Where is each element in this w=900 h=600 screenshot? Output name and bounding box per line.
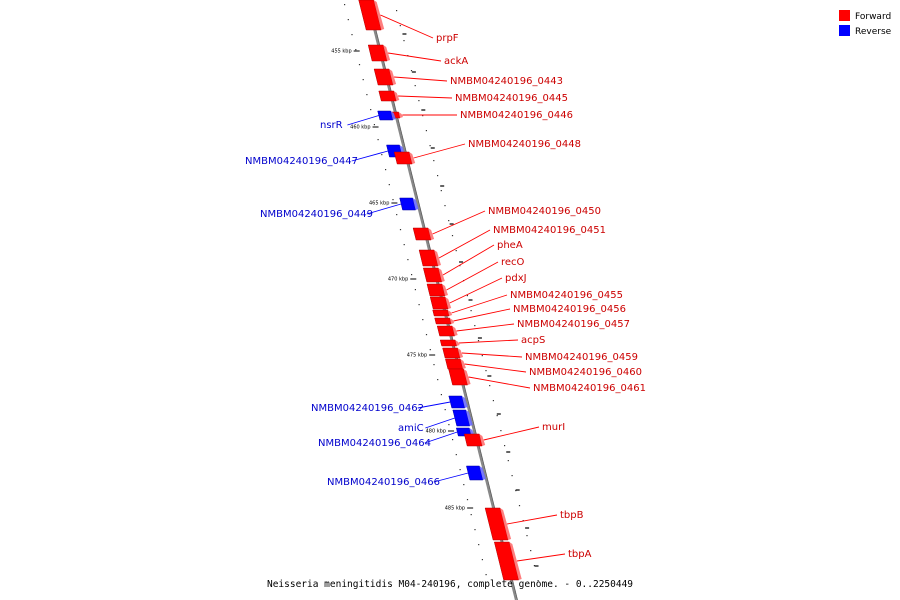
- gene-feature-forward: [430, 297, 448, 309]
- gene-label: NMBM04240196_0445: [455, 93, 568, 104]
- legend-reverse-label: Reverse: [855, 27, 892, 37]
- label-leader-line: [439, 230, 490, 258]
- gene-label: NMBM04240196_0449: [260, 209, 373, 220]
- gene-label: NMBM04240196_0455: [510, 290, 623, 301]
- gene-label: NMBM04240196_0443: [450, 76, 563, 87]
- map-caption: Neisseria meningitidis M04-240196, complete genome. - 0..2250449: [266, 579, 634, 590]
- gene-label: ackA: [444, 56, 469, 67]
- gene-feature-forward: [443, 348, 461, 358]
- gene-label: tbpB: [560, 510, 584, 521]
- label-leader-line: [447, 262, 499, 290]
- gene-label: NMBM04240196_0464: [318, 438, 431, 449]
- gene-feature-forward: [435, 318, 452, 324]
- gene-label: NMBM04240196_0456: [513, 304, 626, 315]
- legend-forward-swatch: [839, 10, 850, 21]
- gene-label: NMBM04240196_0460: [529, 367, 642, 378]
- gene-feature-forward: [427, 284, 445, 296]
- gene-label: NMBM04240196_0448: [468, 139, 581, 150]
- gene-label: NMBM04240196_0466: [327, 477, 440, 488]
- tick-label: 455 kbp: [331, 48, 352, 55]
- label-leader-line: [380, 15, 433, 38]
- label-leader-line: [462, 353, 522, 357]
- label-leader-line: [443, 245, 494, 275]
- gene-label: recO: [501, 257, 525, 268]
- gene-label: NMBM04240196_0462: [311, 403, 424, 414]
- label-leader-line: [388, 53, 441, 61]
- legend-reverse-swatch: [839, 25, 850, 36]
- label-leader-line: [517, 554, 565, 561]
- gene-label: pheA: [497, 240, 523, 251]
- tick-label: 475 kbp: [406, 352, 428, 359]
- gene-feature-forward: [379, 91, 397, 101]
- gene-labels: [245, 33, 646, 560]
- gene-feature-forward: [394, 152, 412, 164]
- gene-label: NMBM04240196_0457: [517, 319, 630, 330]
- gene-label: murI: [542, 422, 566, 433]
- label-leader-line: [398, 96, 452, 98]
- label-leader-line: [484, 427, 539, 440]
- gene-feature-forward: [445, 359, 463, 369]
- gene-label: tbpA: [568, 549, 592, 560]
- tick-label: 460 kbp: [350, 124, 371, 131]
- gene-feature-reverse: [378, 111, 393, 120]
- label-leader-line: [469, 377, 530, 388]
- label-leader-line: [414, 144, 465, 158]
- label-leader-line: [425, 418, 454, 428]
- legend: [839, 10, 892, 37]
- gene-feature-forward: [433, 310, 450, 316]
- label-leader-line: [456, 324, 514, 331]
- label-leader-line: [459, 340, 518, 343]
- gene-label: NMBM04240196_0446: [460, 110, 573, 121]
- gene-feature-forward: [413, 228, 431, 240]
- tick-label: 485 kbp: [444, 505, 466, 512]
- tick-label: 470 kbp: [387, 276, 409, 283]
- label-leader-line: [394, 77, 447, 81]
- tick-label: 480 kbp: [425, 428, 447, 435]
- legend-forward-label: Forward: [855, 12, 892, 22]
- gene-label: NMBM04240196_0459: [525, 352, 638, 363]
- label-leader-line: [465, 364, 526, 372]
- label-leader-line: [433, 211, 485, 234]
- gene-feature-forward: [464, 434, 482, 446]
- gene-feature-forward: [440, 340, 457, 346]
- gene-features: [359, 0, 522, 580]
- tick-label: 465 kbp: [369, 200, 390, 207]
- gene-label: NMBM04240196_0450: [488, 206, 601, 217]
- gene-label: NMBM04240196_0447: [245, 156, 358, 167]
- gene-label: acpS: [521, 335, 546, 346]
- gene-label: pdxJ: [505, 273, 527, 284]
- gene-label: amiC: [398, 423, 424, 434]
- gene-label: NMBM04240196_0451: [493, 225, 606, 236]
- gene-label: prpF: [436, 33, 459, 44]
- label-leader-line: [453, 309, 510, 321]
- gene-label: nsrR: [320, 120, 343, 131]
- gene-label: NMBM04240196_0461: [533, 383, 646, 394]
- label-leader-line: [507, 515, 557, 524]
- gene-feature-forward: [437, 326, 455, 336]
